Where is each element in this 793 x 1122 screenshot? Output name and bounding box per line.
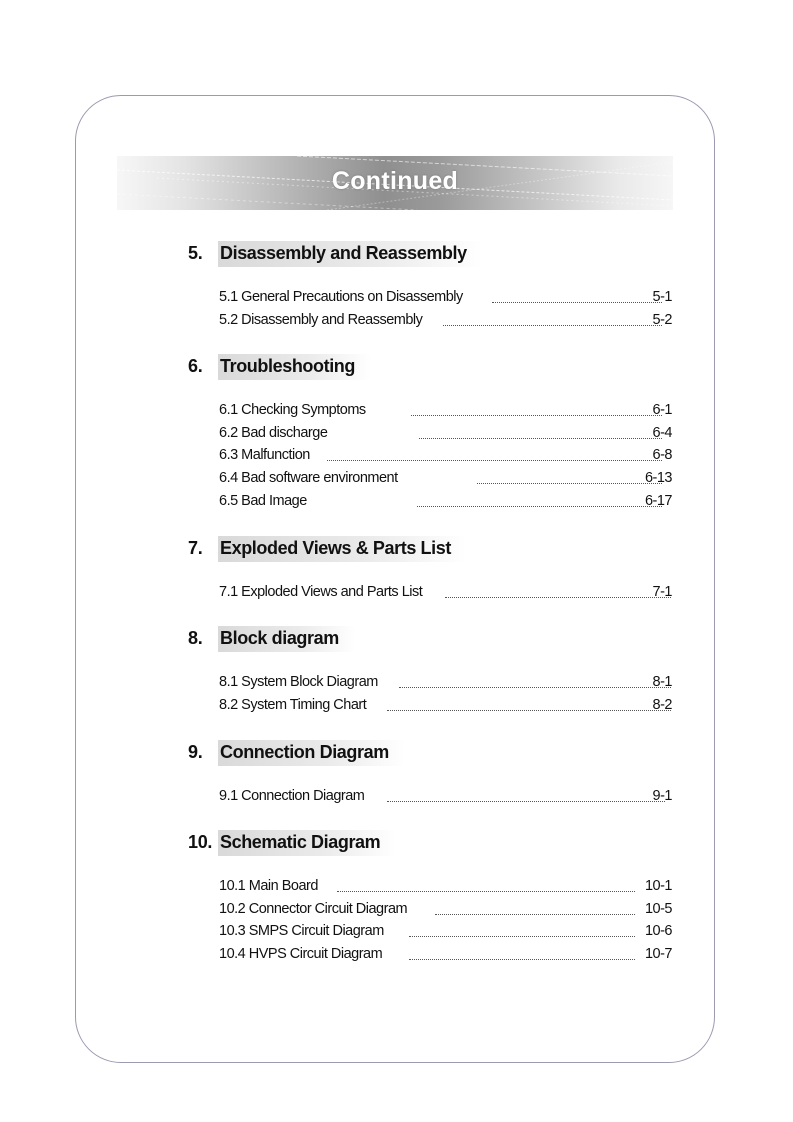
section-title: Connection Diagram [218, 740, 405, 766]
section-heading [188, 241, 678, 267]
section-number: 9. [188, 742, 203, 762]
section-heading [188, 354, 678, 380]
dot-leader [417, 506, 662, 507]
entry-label: 10.1 Main Board [219, 878, 318, 894]
dot-leader [409, 959, 635, 960]
toc-entry[interactable] [219, 289, 672, 312]
title-banner [117, 156, 673, 210]
entry-label: 6.5 Bad Image [219, 492, 307, 509]
dot-leader [477, 483, 662, 484]
dot-leader [445, 597, 671, 598]
toc-entry[interactable] [219, 470, 672, 493]
entry-page-number: 6-17 [644, 492, 672, 509]
section-number: 8. [188, 628, 203, 648]
toc-section [188, 536, 678, 607]
banner-title: Continued [331, 167, 459, 195]
entry-page-number: 5-1 [652, 289, 672, 305]
entry-label: 10.3 SMPS Circuit Diagram [219, 923, 384, 940]
entry-label: 10.2 Connector Circuit Diagram [219, 900, 408, 917]
toc-entry[interactable] [219, 674, 672, 697]
entry-page-number: 10-5 [644, 900, 672, 917]
toc-entry[interactable] [219, 447, 672, 470]
entry-list [219, 402, 672, 515]
entry-list [219, 878, 672, 969]
toc-section [188, 740, 678, 811]
dot-leader [399, 687, 671, 688]
dot-leader [443, 325, 662, 326]
toc-entry[interactable] [219, 493, 672, 516]
toc-entry[interactable] [219, 923, 672, 946]
section-number: 10. [188, 832, 213, 852]
dot-leader [387, 710, 671, 711]
dot-leader [492, 302, 662, 303]
section-number: 5. [188, 243, 203, 263]
toc-entry[interactable] [219, 312, 672, 335]
entry-list [219, 788, 672, 811]
entry-label: 10.4 HVPS Circuit Diagram [219, 946, 383, 963]
section-heading [188, 740, 678, 766]
section-heading [188, 830, 678, 856]
entry-page-number: 8-1 [652, 674, 672, 690]
entry-label: 8.1 System Block Diagram [219, 674, 378, 690]
toc-section [188, 626, 678, 719]
entry-page-number: 9-1 [652, 788, 672, 804]
entry-list [219, 289, 672, 334]
toc-section [188, 241, 678, 334]
toc-entry[interactable] [219, 946, 672, 969]
dot-leader [411, 415, 662, 416]
entry-label: 5.2 Disassembly and Reassembly [219, 311, 423, 328]
dot-leader [419, 438, 662, 439]
section-heading [188, 536, 678, 562]
entry-label: 6.2 Bad discharge [219, 424, 328, 441]
section-title: Block diagram [218, 626, 355, 652]
section-title: Troubleshooting [218, 354, 371, 380]
entry-page-number: 6-13 [644, 470, 672, 487]
toc-entry[interactable] [219, 697, 672, 720]
section-heading [188, 626, 678, 652]
toc-entry[interactable] [219, 788, 672, 811]
section-title: Disassembly and Reassembly [218, 241, 483, 267]
section-number: 6. [188, 356, 203, 376]
entry-page-number: 10-1 [644, 878, 672, 894]
entry-label: 8.2 System Timing Chart [219, 696, 367, 713]
entry-page-number: 6-8 [652, 447, 672, 464]
entry-label: 6.3 Malfunction [219, 447, 310, 464]
section-title: Schematic Diagram [218, 830, 396, 856]
toc-entry[interactable] [219, 901, 672, 924]
entry-page-number: 8-2 [652, 696, 672, 713]
toc-entry[interactable] [219, 425, 672, 448]
entry-label: 7.1 Exploded Views and Parts List [219, 584, 423, 600]
toc-entry[interactable] [219, 878, 672, 901]
entry-label: 6.1 Checking Symptoms [219, 402, 366, 418]
entry-page-number: 10-7 [644, 946, 672, 963]
toc-section [188, 354, 678, 515]
toc-section [188, 830, 678, 969]
entry-list [219, 674, 672, 719]
dot-leader [409, 936, 635, 937]
entry-page-number: 6-1 [652, 402, 672, 418]
dot-leader [435, 914, 635, 915]
toc-entry[interactable] [219, 402, 672, 425]
entry-label: 5.1 General Precautions on Disassembly [219, 289, 463, 305]
dot-leader [337, 891, 635, 892]
section-number: 7. [188, 538, 203, 558]
entry-page-number: 7-1 [652, 584, 672, 600]
entry-page-number: 6-4 [652, 424, 672, 441]
dot-leader [327, 460, 662, 461]
entry-label: 6.4 Bad software environment [219, 470, 398, 487]
dot-leader [387, 801, 665, 802]
section-title: Exploded Views & Parts List [218, 536, 467, 562]
entry-list [219, 584, 672, 607]
entry-page-number: 5-2 [652, 311, 672, 328]
entry-label: 9.1 Connection Diagram [219, 788, 365, 804]
toc-entry[interactable] [219, 584, 672, 607]
entry-page-number: 10-6 [644, 923, 672, 940]
